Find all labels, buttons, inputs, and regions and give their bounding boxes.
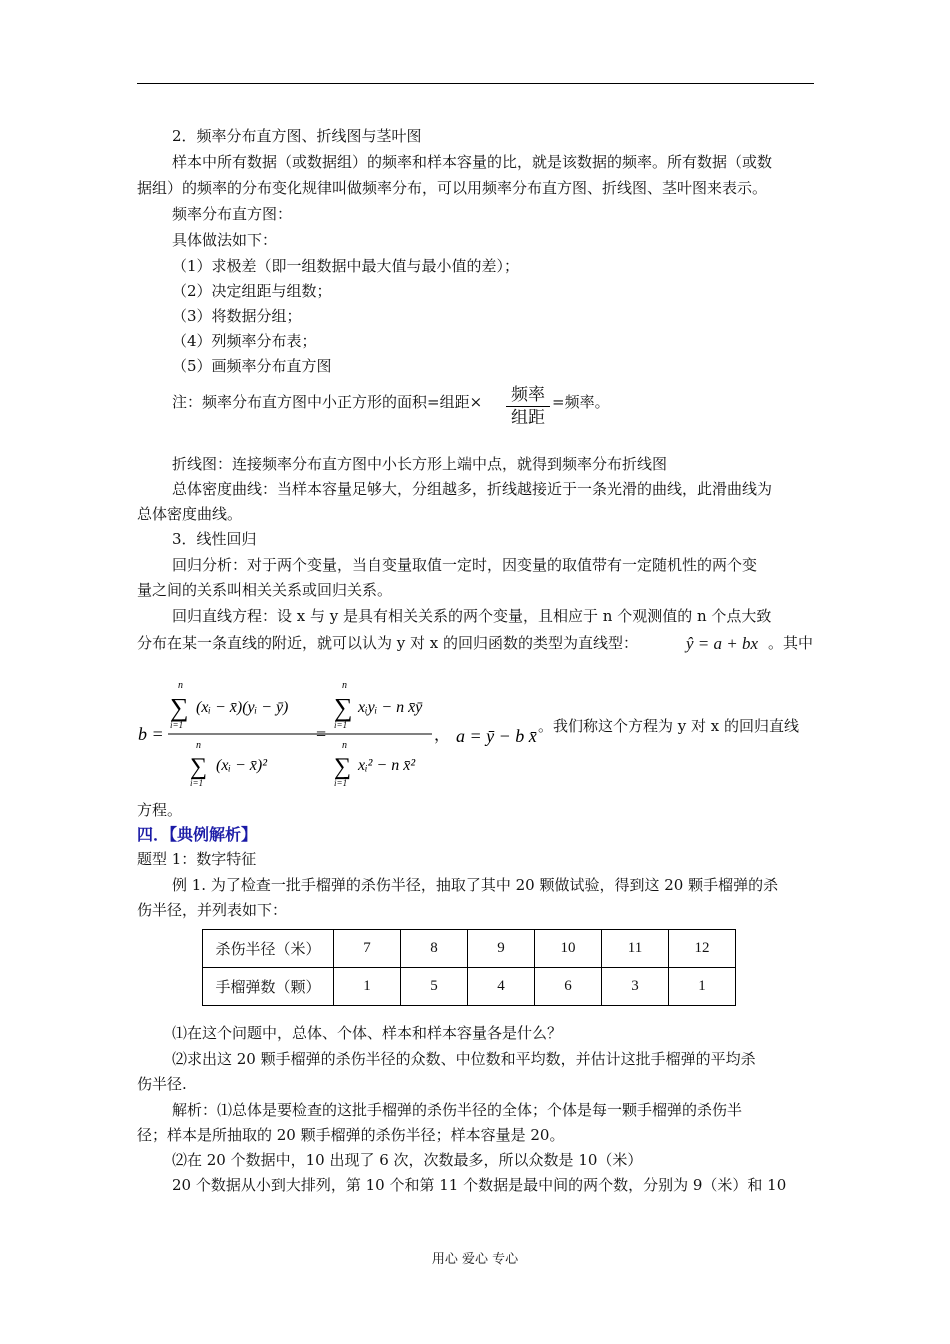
sum-lower: i=1 <box>190 778 204 788</box>
sum-upper: n <box>342 680 347 691</box>
para-line: 回归分析：对于两个变量，当自变量取值一定时，因变量的取值带有一定随机性的两个变 <box>172 556 758 574</box>
step-item: （1）求极差（即一组数据中最大值与最小值的差）； <box>172 257 520 275</box>
sigma-icon: ∑ <box>334 693 353 722</box>
para-line: 总体密度曲线：当样本容量足够大，分组越多，折线越接近于一条光滑的曲线，此滑曲线为 <box>172 480 773 498</box>
answer-text: ⑵在 20 个数据中，10 出现了 6 次，次数最多，所以众数是 10（米） <box>172 1151 643 1169</box>
formula-a: a = ȳ − b x̄ <box>456 726 537 746</box>
step-item: （3）将数据分组； <box>172 307 302 325</box>
formula-denominator: (xᵢ − x̄)² <box>216 757 267 774</box>
step-item: （4）列频率分布表； <box>172 332 317 350</box>
answer-text: 径；样本是所抽取的 20 颗手榴弹的杀伤半径；样本容量是 20。 <box>137 1126 565 1144</box>
sigma-icon: ∑ <box>170 693 189 722</box>
table-cell: 5 <box>401 968 468 1006</box>
step-item: （5）画频率分布直方图 <box>172 357 332 375</box>
question-text: ⑵求出这 20 颗手榴弹的杀伤半径的众数、中位数和平均数，并估计这批手榴弹的平均杀 <box>172 1050 756 1068</box>
table-header-cell: 杀伤半径（米） <box>203 930 334 968</box>
step-item: （2）决定组距与组数； <box>172 282 332 300</box>
heading-linear-regression: 3．线性回归 <box>172 530 257 548</box>
example-text: 伤半径，并列表如下： <box>137 901 288 919</box>
regression-equation: ŷ = a + bx <box>686 634 759 653</box>
example-text: 例 1. 为了检查一批手榴弹的杀伤半径，抽取了其中 20 颗做试验，得到这 20 颗手榴弹的杀 <box>172 876 779 894</box>
para-line: 折线图：连接频率分布直方图中小长方形上端中点，就得到频率分布折线图 <box>172 455 668 473</box>
sum-upper: n <box>342 740 347 751</box>
heading-freq-histogram: 2．频率分布直方图、折线图与茎叶图 <box>172 127 422 145</box>
answer-text: 解析：⑴总体是要检查的这批手榴弹的杀伤半径的全体；个体是每一颗手榴弹的杀伤半 <box>172 1101 743 1119</box>
formula-equals: = <box>316 724 327 744</box>
para-line: 分布在某一条直线的附近，就可以认为 y 对 x 的回归函数的类型为直线型： <box>137 634 639 652</box>
table-cell: 1 <box>334 968 401 1006</box>
para-line: 回归直线方程：设 x 与 y 是具有相关关系的两个变量，且相应于 n 个观测值的 n 个点大致 <box>172 607 772 625</box>
sigma-icon: ∑ <box>334 754 352 780</box>
sigma-icon: ∑ <box>190 754 208 780</box>
fraction-numerator: 频率 <box>511 385 545 405</box>
table-row <box>203 930 736 968</box>
formula-denominator: xᵢ² − n x̄² <box>358 757 416 774</box>
para-line: 方程。 <box>137 801 183 819</box>
para-line: 据组）的频率的分布变化规律叫做频率分布，可以用频率分布直方图、折线图、茎叶图来表示。 <box>137 179 768 197</box>
question-text: 伤半径. <box>137 1075 187 1093</box>
fraction-denominator: 组距 <box>511 408 545 428</box>
formula-numerator: xᵢyᵢ − n x̄ȳ <box>358 699 423 716</box>
table-cell: 6 <box>535 968 602 1006</box>
table-cell: 12 <box>669 930 736 968</box>
para-line: 。其中 <box>768 634 814 652</box>
table-cell: 1 <box>669 968 736 1006</box>
subheading-type1: 题型 1：数字特征 <box>137 850 257 868</box>
sum-lower: i=1 <box>334 778 348 788</box>
sum-upper: n <box>178 680 183 691</box>
para-line: 总体密度曲线。 <box>137 505 243 523</box>
para-line: 具体做法如下： <box>172 231 278 249</box>
para-line: 频率分布直方图： <box>172 205 293 223</box>
note-text: =频率。 <box>552 393 610 411</box>
table-cell: 8 <box>401 930 468 968</box>
para-line: 量之间的关系叫相关关系或回归关系。 <box>137 581 393 599</box>
table-cell: 7 <box>334 930 401 968</box>
header-rule <box>137 83 814 84</box>
para-line: 样本中所有数据（或数据组）的频率和样本容量的比，就是该数据的频率。所有数据（或数 <box>172 153 773 171</box>
table-cell: 11 <box>602 930 669 968</box>
formula-b: b = <box>138 724 164 744</box>
table-header-cell: 手榴弹数（颗） <box>203 968 334 1006</box>
answer-text: 20 个数据从小到大排列，第 10 个和第 11 个数据是最中间的两个数，分别为 9（米）和 10 <box>172 1176 787 1194</box>
sum-lower: i=1 <box>334 720 348 730</box>
question-text: ⑴在这个问题中，总体、个体、样本和样本容量各是什么？ <box>172 1024 563 1042</box>
table-row <box>203 968 736 1006</box>
note-text: 注：频率分布直方图中小正方形的面积=组距× <box>172 393 483 411</box>
table-cell: 4 <box>468 968 535 1006</box>
sum-upper: n <box>196 740 201 751</box>
note-fraction <box>506 384 550 429</box>
formula-numerator: (xᵢ − x̄)(yᵢ − ȳ) <box>196 699 289 716</box>
formula-comma: ， <box>434 727 451 744</box>
sum-lower: i=1 <box>170 720 184 730</box>
table-cell: 9 <box>468 930 535 968</box>
table-cell: 10 <box>535 930 602 968</box>
page-footer: 用心 爱心 专心 <box>431 1252 519 1267</box>
table-cell: 3 <box>602 968 669 1006</box>
section-heading: 四．【典例解析】 <box>137 825 258 844</box>
data-table <box>202 929 736 1006</box>
para-line: 。我们称这个方程为 y 对 x 的回归直线 <box>538 717 800 735</box>
